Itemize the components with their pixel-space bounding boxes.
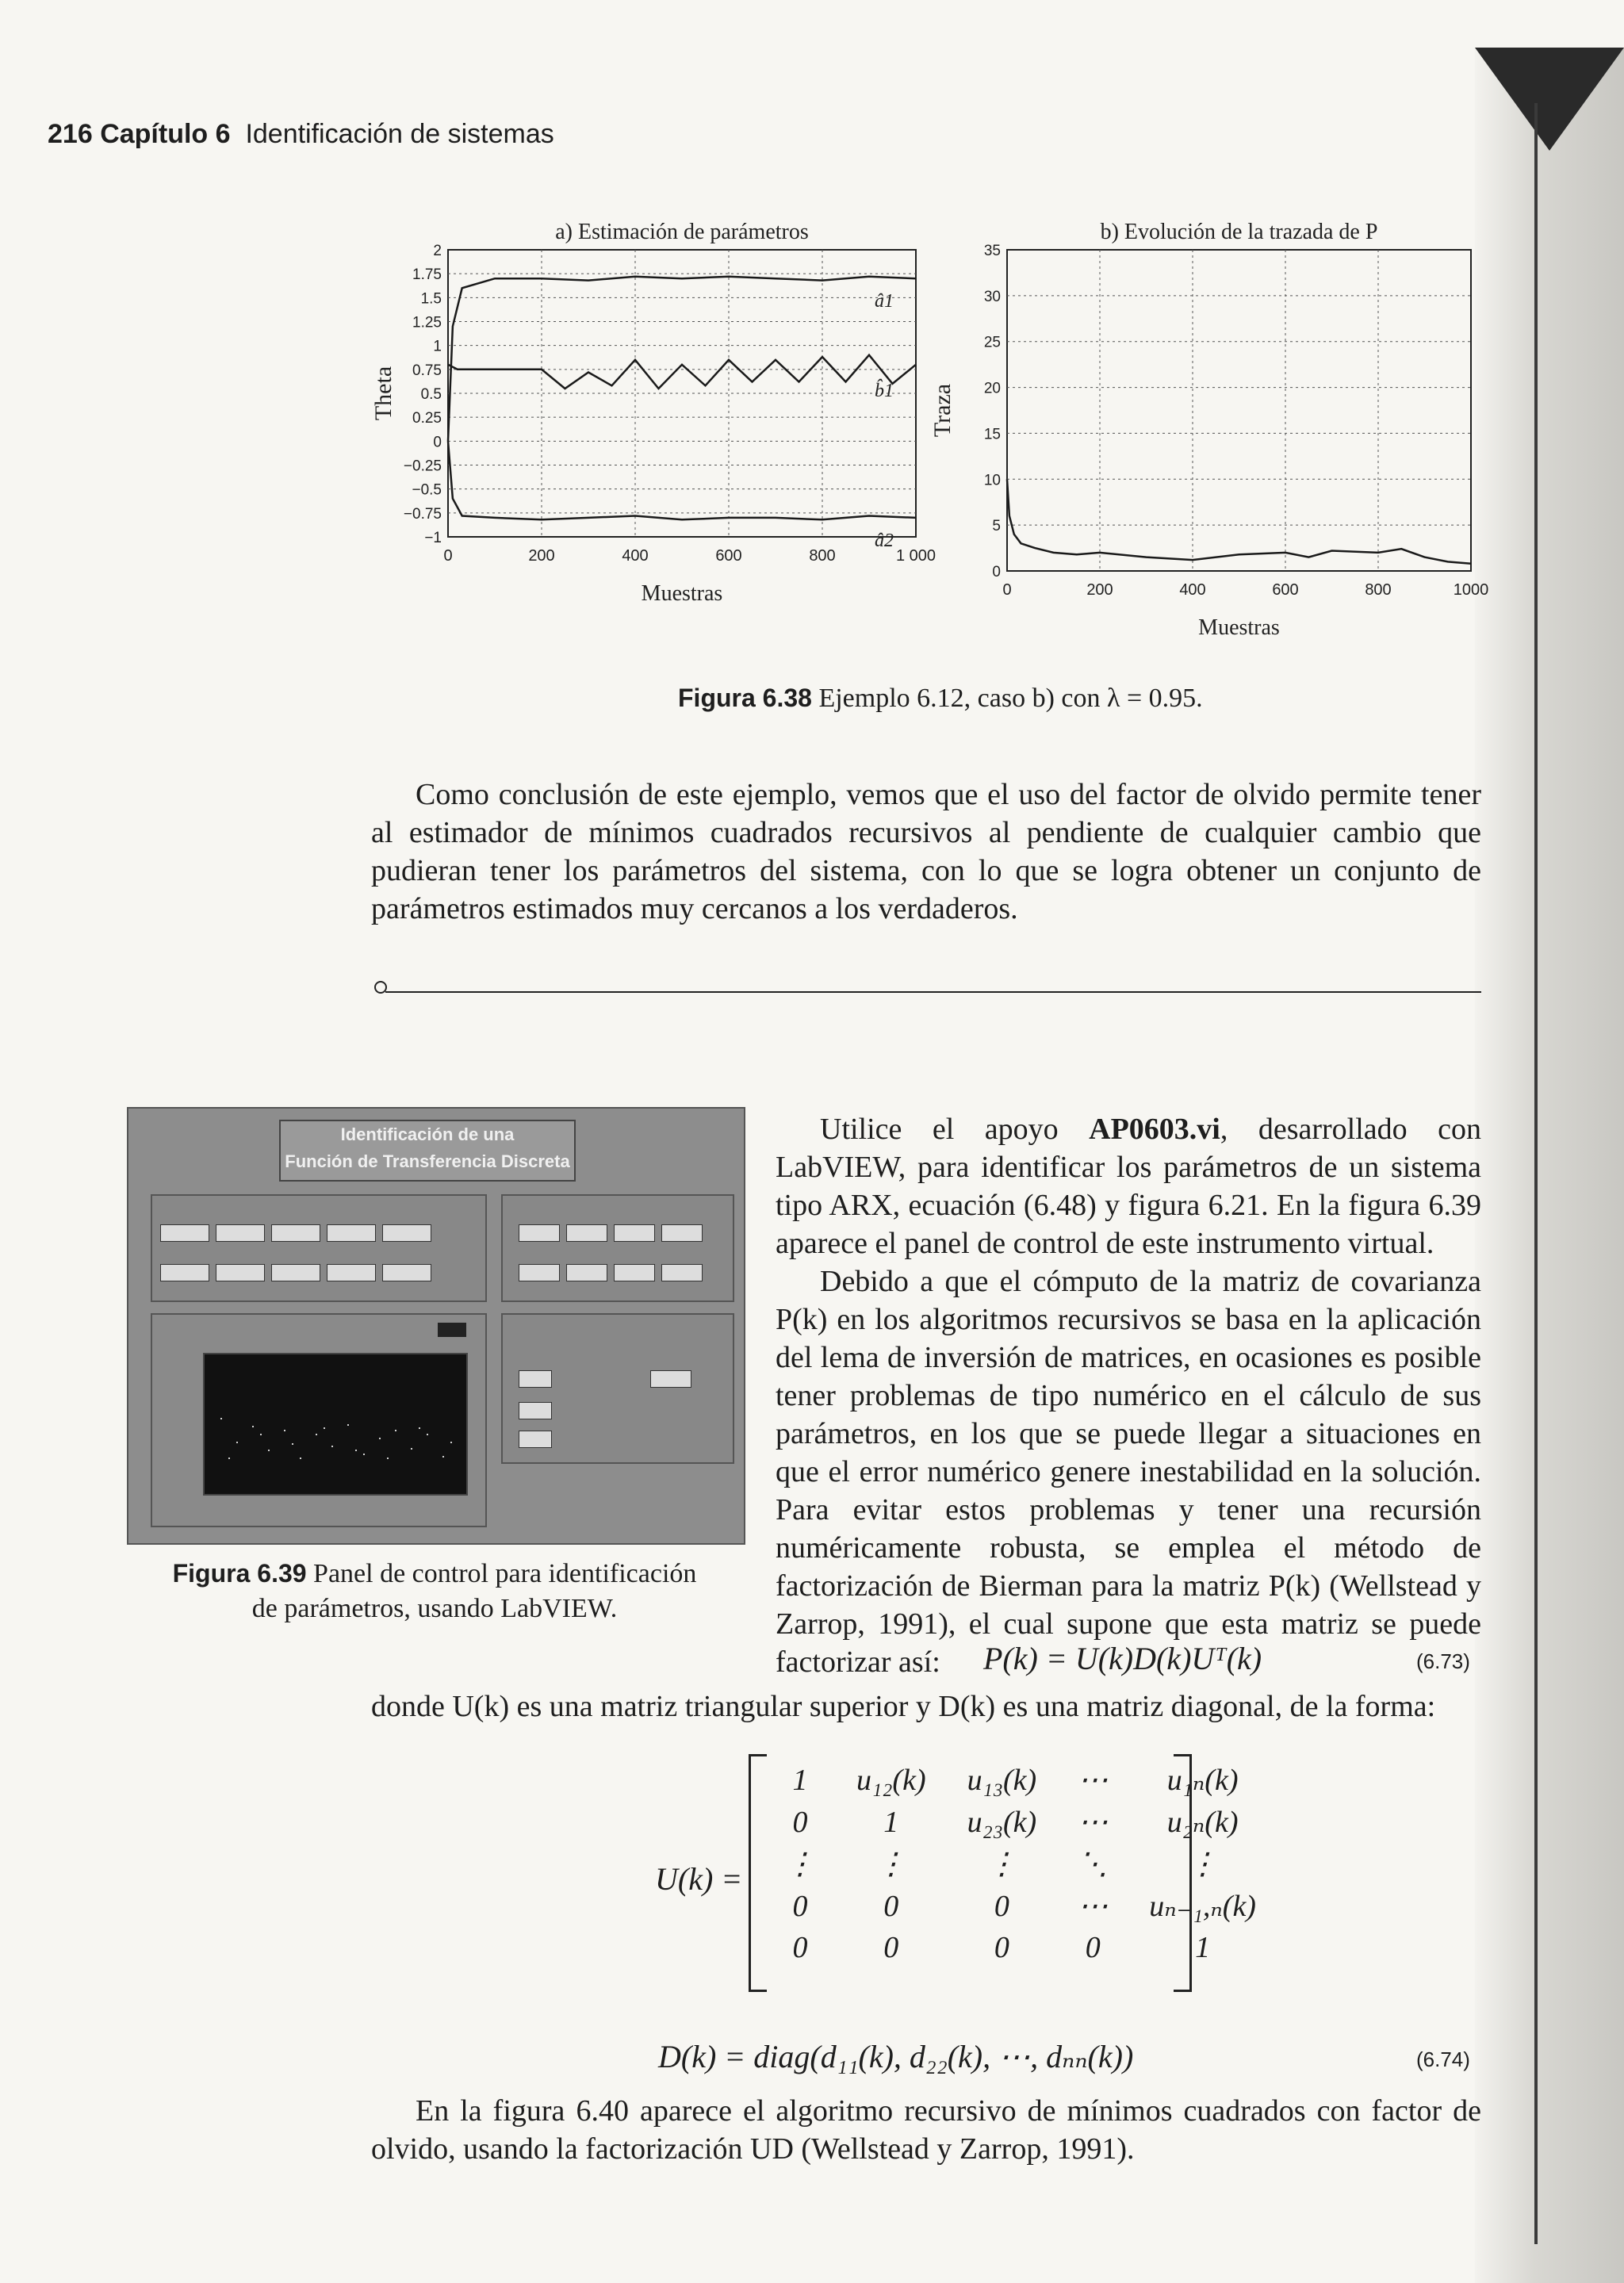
- closing-paragraph: [371, 2092, 1481, 2168]
- x-tick-label: 1000: [1453, 581, 1489, 599]
- figure-6-38-label: Figura 6.38: [678, 684, 812, 712]
- chart-parameter-estimation: [370, 220, 936, 606]
- y-tick-label: 2: [433, 243, 442, 259]
- matrix-cell: u₁ₙ(k): [1166, 1764, 1239, 1797]
- matrix-cell: ⋯: [1078, 1806, 1109, 1839]
- figure-6-38: [349, 206, 1507, 666]
- y-tick-label: 30: [983, 288, 1001, 305]
- y-tick-label: −0.75: [403, 505, 442, 523]
- y-axis-label: Theta: [370, 366, 396, 421]
- page-edge-line: [1534, 103, 1538, 2244]
- x-axis-label: Muestras: [641, 581, 723, 606]
- matrix-cell: 0: [883, 1931, 899, 1964]
- matrix-cell: 0: [792, 1889, 808, 1923]
- matrix-cell: ⋱: [1078, 1848, 1109, 1881]
- chart-trace-evolution: [929, 220, 1488, 640]
- matrix-cell: u₁₂(k): [856, 1763, 926, 1797]
- matrix-cell: 0: [792, 1931, 808, 1964]
- series-label: â2: [875, 530, 894, 551]
- x-tick-label: 600: [1272, 581, 1299, 599]
- panel-title-box: [279, 1120, 576, 1182]
- matrix-intro-text: donde U(k) es una matriz triangular superior y D(k) es una matriz diagonal, de la forma:: [371, 1690, 1436, 1723]
- panel-options-box: [501, 1313, 734, 1464]
- chapter-label: Capítulo 6: [100, 119, 231, 149]
- y-tick-label: −1: [424, 530, 442, 546]
- x-tick-label: 200: [1086, 581, 1113, 599]
- matrix-cell: u₂ₙ(k): [1166, 1806, 1239, 1839]
- series-line: [1007, 479, 1471, 563]
- y-tick-label: −0.25: [403, 458, 442, 475]
- matrix-cell: 0: [792, 1805, 808, 1839]
- panel-identified-params: [151, 1194, 487, 1302]
- y-tick-label: 15: [983, 426, 1001, 443]
- y-tick-label: 1.75: [412, 266, 442, 284]
- x-tick-label: 600: [715, 547, 742, 565]
- y-tick-label: 0: [992, 564, 1001, 580]
- bierman-paragraph: Debido a que el cómputo de la matriz de covarianza P(k) en los algoritmos recursivos se basa en la aplicación del lema de inversión de matrices, en ocasiones es posible tener problemas de tipo numérico en el cálculo de sus parámetros, en los que se puede llegar a situaciones en que el error numérico genere inestabilidad en la solución. Para evitar estos problemas y tener una recursión numéricamente robusta, se emplea el método de factorización de Bierman para la matriz P(k) (Wellstead y Zarrop, 1991), el cual supone que esta matriz se puede factorizar así:: [776, 1265, 1481, 1679]
- matrix-row: [764, 1927, 1277, 1968]
- matrix-cell: 0: [883, 1889, 899, 1923]
- matrix-lhs: U(k) =: [655, 1861, 743, 1897]
- panel-graph-box: [151, 1313, 487, 1527]
- y-tick-label: 1.25: [412, 314, 442, 331]
- matrix-row: [764, 1801, 1277, 1843]
- y-tick-label: 0.25: [412, 410, 442, 427]
- plot-frame: [1007, 250, 1471, 571]
- x-tick-label: 0: [1002, 581, 1012, 599]
- panel-title-1: Identificación de una: [340, 1124, 515, 1144]
- series-label: â1: [875, 291, 894, 312]
- chapter-title: Identificación de sistemas: [245, 119, 554, 149]
- y-tick-label: 1.5: [420, 290, 442, 308]
- y-tick-label: 5: [992, 518, 1001, 535]
- series-line: [448, 441, 916, 519]
- matrix-u: [764, 1759, 1277, 1968]
- matrix-cell: ⋮: [875, 1848, 906, 1881]
- y-tick-label: 35: [983, 243, 1001, 259]
- chart-title: b) Evolución de la trazada de P: [1100, 220, 1378, 244]
- labview-paragraph: [776, 1110, 1481, 1262]
- figure-6-39-text-2: de parámetros, usando LabVIEW.: [251, 1594, 618, 1623]
- equation-6-73: P(k) = U(k)D(k)Uᵀ(k): [983, 1641, 1262, 1676]
- labview-panel-image: [127, 1107, 745, 1545]
- x-axis-label: Muestras: [1198, 615, 1280, 640]
- x-tick-label: 400: [1179, 581, 1206, 599]
- closing-text: En la figura 6.40 aparece el algoritmo recursivo de mínimos cuadrados con factor de olvido, usando la factorización UD (Wellstead y Zarrop, 1991).: [371, 2094, 1481, 2166]
- matrix-cell: 1: [792, 1763, 808, 1797]
- right-column-text: [776, 1110, 1481, 1681]
- equation-6-74: D(k) = diag(d₁₁(k), d₂₂(k), ⋯, dₙₙ(k)): [658, 2039, 1134, 2074]
- figure-6-39-caption: [127, 1556, 742, 1626]
- labview-paragraph-post: , desarrollado con LabVIEW, para identificar los parámetros de un sistema tipo ARX, ecuación (6.48) y figura 6.21. En la figura 6.39 aparece el panel de control de este instrumento virtual.: [776, 1113, 1481, 1260]
- y-tick-label: 25: [983, 334, 1001, 351]
- figure-6-38-text: Ejemplo 6.12, caso b) con λ = 0.95.: [818, 684, 1203, 713]
- labview-file-name: AP0603.vi: [1089, 1113, 1220, 1146]
- page-corner-mark: [1475, 48, 1624, 151]
- running-header: [48, 119, 554, 150]
- matrix-row: [764, 1885, 1277, 1927]
- y-tick-label: 0.75: [412, 362, 442, 379]
- matrix-cell: u₁₃(k): [967, 1763, 1037, 1797]
- page-number: 216: [48, 119, 93, 149]
- labview-paragraph-pre: Utilice el apoyo: [820, 1113, 1090, 1146]
- panel-graph-display: [203, 1353, 468, 1496]
- panel-title-2: Función de Transferencia Discreta: [285, 1151, 570, 1171]
- matrix-cell: u₂₃(k): [967, 1805, 1037, 1839]
- chart-title: a) Estimación de parámetros: [555, 220, 809, 244]
- y-tick-label: 10: [983, 472, 1001, 489]
- figure-6-39-label: Figura 6.39: [172, 1559, 307, 1588]
- matrix-row: [764, 1759, 1277, 1801]
- figure-6-38-caption: [678, 684, 1203, 714]
- conclusion-paragraph: [371, 776, 1481, 928]
- conclusion-text: Como conclusión de este ejemplo, vemos que el uso del factor de olvido permite tener al estimador de mínimos cuadrados recursivos al pendiente de cualquier cambio que pudieran tener los parámetros del sistema, con lo que se logra obtener un conjunto de parámetros estimados muy cercanos a los verdaderos.: [371, 778, 1481, 925]
- series-line: [448, 277, 916, 442]
- matrix-intro-paragraph: [371, 1687, 1481, 1726]
- matrix-cell: uₙ₋₁,ₙ(k): [1149, 1890, 1256, 1923]
- x-tick-label: 400: [622, 547, 649, 565]
- matrix-cell: 0: [994, 1931, 1009, 1964]
- y-tick-label: 0.5: [420, 386, 442, 403]
- matrix-cell: 0: [994, 1889, 1009, 1923]
- x-tick-label: 800: [1365, 581, 1392, 599]
- matrix-cell: 0: [1085, 1931, 1101, 1964]
- y-tick-label: 20: [983, 380, 1001, 397]
- x-tick-label: 800: [809, 547, 836, 565]
- x-tick-label: 0: [443, 547, 453, 565]
- matrix-cell: ⋮: [785, 1848, 815, 1881]
- matrix-cell: ⋯: [1078, 1764, 1109, 1797]
- series-line: [448, 355, 916, 389]
- y-tick-label: −0.5: [412, 481, 442, 499]
- equation-6-73-number: (6.73): [1416, 1649, 1470, 1673]
- figure-6-39-text-1: Panel de control para identificación: [313, 1559, 697, 1588]
- separator-rule: [385, 991, 1481, 993]
- matrix-cell: ⋯: [1078, 1890, 1109, 1923]
- matrix-row: [764, 1843, 1277, 1885]
- x-tick-label: 200: [528, 547, 555, 565]
- panel-system-params: [501, 1194, 734, 1302]
- matrix-cell: 1: [1195, 1931, 1211, 1964]
- y-tick-label: 1: [433, 338, 442, 355]
- matrix-cell: ⋮: [986, 1848, 1017, 1881]
- series-label: b̂1: [875, 380, 894, 401]
- matrix-cell: ⋮: [1187, 1848, 1218, 1881]
- y-axis-label: Traza: [929, 383, 956, 438]
- equation-6-74-number: (6.74): [1416, 2047, 1470, 2071]
- matrix-cell: 1: [883, 1805, 899, 1839]
- y-tick-label: 0: [433, 434, 442, 451]
- x-tick-label: 1 000: [895, 547, 936, 565]
